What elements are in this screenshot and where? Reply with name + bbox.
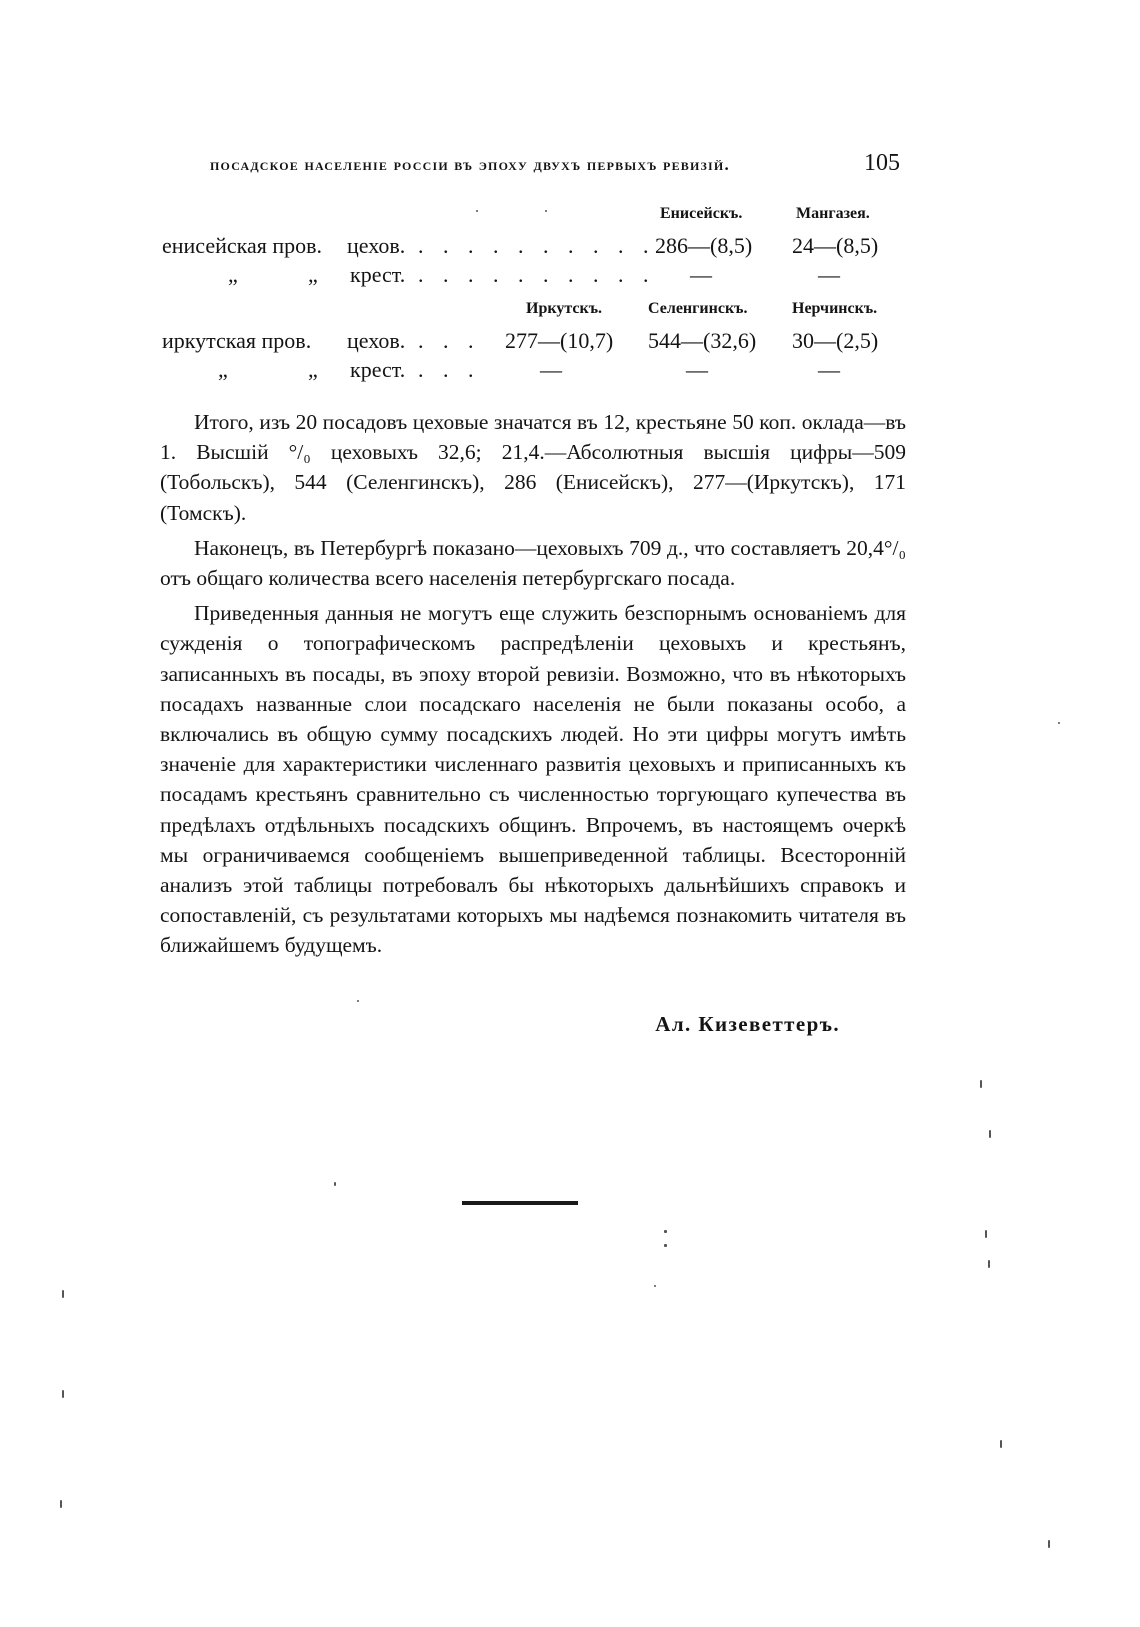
cell-irkutsk-krest: — [540, 357, 562, 382]
ditto-mark: „ [228, 262, 238, 287]
row-label-krest: крест. [350, 262, 406, 287]
leader-dots: . . . [418, 328, 481, 353]
col-header-selenginsk: Селенгинскъ. [648, 300, 748, 317]
cell-irkutsk-tsekhov: 277—(10,7) [505, 328, 614, 353]
scan-speck [664, 1244, 667, 1247]
col-header-irkutsk: Иркутскъ. [526, 300, 603, 317]
col-header-nerchinsk: Нерчинскъ. [792, 300, 878, 317]
running-head [210, 150, 900, 177]
row-label-irkutsk-province: иркутская пров. [162, 328, 312, 353]
scan-speck [62, 1390, 64, 1398]
col-header-yeniseisk: Енисейскъ. [660, 205, 743, 222]
scan-speck [1058, 722, 1060, 724]
row-label-krest: крест. [350, 357, 406, 382]
cell-selenginsk-tsekhov: 544—(32,6) [648, 328, 757, 353]
running-title: посадское населеніе россіи въ эпоху двухъ первыхъ ревизій. [210, 155, 730, 174]
page-number: 105 [864, 150, 900, 176]
body-text [160, 407, 906, 966]
leader-dots: . . . . . . . . . . [418, 262, 656, 287]
scan-speck [988, 1260, 990, 1268]
leader-dots: . . . . . . . . . . [418, 233, 656, 258]
cell-yeniseisk-krest: — [690, 262, 712, 287]
paragraph: Наконецъ, въ Петербургѣ показано—цеховыхъ 709 д., что составляетъ 20,4°/₀ отъ общаго количества всего населенія петербургскаго посада. [160, 535, 906, 591]
scan-speck [985, 1230, 987, 1238]
cell-nerchinsk-krest: — [818, 357, 840, 382]
row-label-tsekhov: цехов. [347, 328, 406, 353]
scan-speck [476, 210, 478, 212]
ditto-mark: „ [218, 357, 228, 382]
col-header-mangazeya: Мангазея. [796, 205, 870, 222]
leader-dots: . . . [418, 357, 481, 382]
cell-selenginsk-krest: — [686, 357, 708, 382]
author-signature: Ал. Кизеветтеръ. [655, 1012, 840, 1036]
scan-speck [545, 210, 547, 212]
cell-nerchinsk-tsekhov: 30—(2,5) [792, 328, 879, 353]
cell-mangazeya-krest: — [818, 262, 840, 287]
scan-speck [980, 1080, 982, 1088]
scan-speck [664, 1230, 667, 1233]
cell-mangazeya-tsekhov: 24—(8,5) [792, 233, 879, 258]
row-label-yenisei-province: енисейская пров. [162, 233, 323, 258]
scan-speck [60, 1500, 62, 1508]
paragraph: Приведенныя данныя не могутъ еще служить безспорнымъ основаніемъ для сужденія о топографическомъ распредѣленіи цеховыхъ и крестьянъ, записанныхъ въ посады, въ эпоху второй ревизіи. Возможно, что въ нѣкоторыхъ посадахъ названные слои посадскаго населенія не были показаны особо, а включались въ общую сумму посадскихъ людей. Но эти цифры могутъ имѣть значеніе для характеристики численнаго развитія цеховыхъ и приписанныхъ къ посадамъ крестьянъ сравнительно съ численностью торгующаго купечества въ предѣлахъ отдѣльныхъ посадскихъ общинъ. Впрочемъ, въ настоящемъ очеркѣ мы ограничиваемся сообщеніемъ вышеприведенной таблицы. Всесторонній анализъ этой таблицы потребовалъ бы нѣкоторыхъ дальнѣйшихъ справокъ и сопоставленій, съ результатами которыхъ мы надѣемся познакомить читателя въ ближайшемъ будущемъ. [160, 601, 906, 958]
scan-speck [1048, 1540, 1050, 1548]
paragraph: Итого, изъ 20 посадовъ цеховые значатся въ 12, крестьяне 50 коп. оклада—въ 1. Высшій °/₀ цеховыхъ 32,6; 21,4.—Абсолютныя высшія цифры—509 (Тобольскъ), 544 (Селенгинскъ), 286 (Енисейскъ), 277—(Иркутскъ), 171 (Томскъ). [160, 410, 906, 525]
scan-speck [334, 1182, 336, 1186]
end-rule [462, 1201, 578, 1205]
cell-yeniseisk-tsekhov: 286—(8,5) [655, 233, 753, 258]
scan-speck [654, 1285, 656, 1287]
scan-speck [989, 1130, 991, 1138]
ditto-mark: „ [308, 357, 318, 382]
scan-speck [1000, 1440, 1002, 1448]
scan-speck [62, 1290, 64, 1298]
ditto-mark: „ [308, 262, 318, 287]
scan-speck [357, 1000, 359, 1002]
row-label-tsekhov: цехов. [347, 233, 406, 258]
